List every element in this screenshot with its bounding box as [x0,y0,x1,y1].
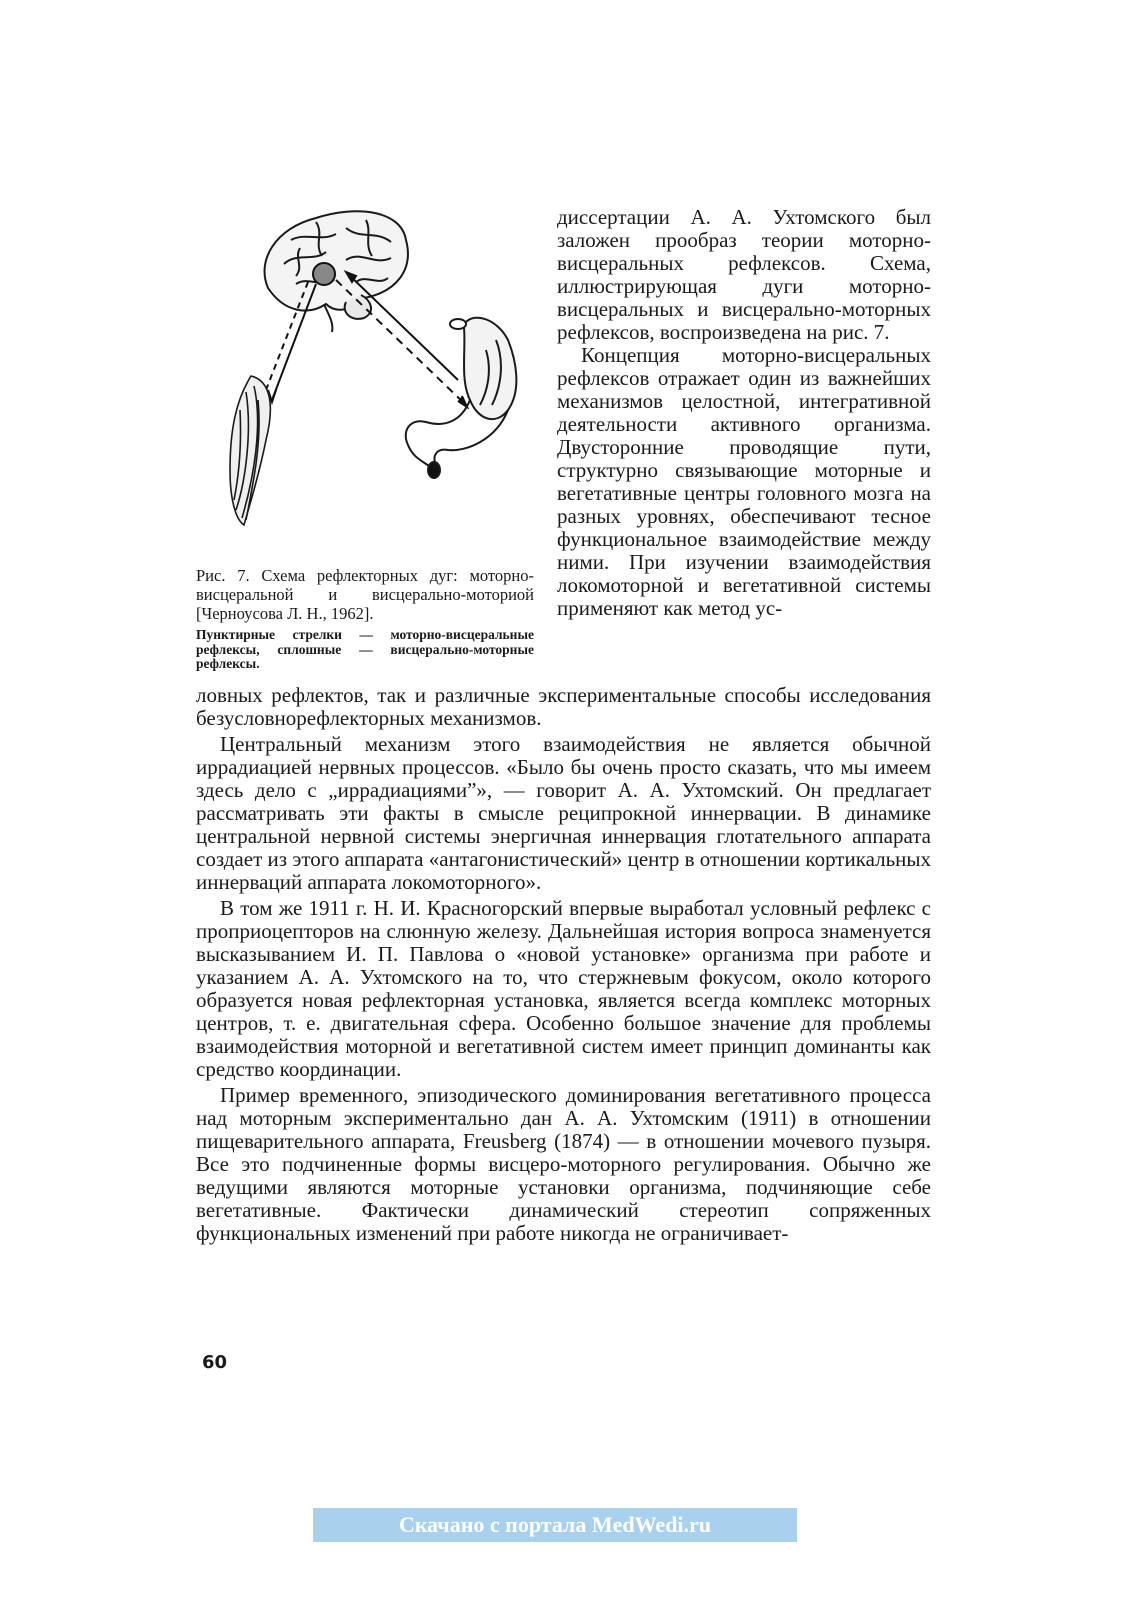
paragraph: Пример временного, эпизодического доминирования вегетативного процесса над моторным экспериментально дан А. А. Ухтомским (1911) в отношении пищеварительного аппарата, Freusberg (1874) — в отношении мочевого пузыря. Все это подчиненные формы висцеро-моторного регулирования. Обычно же ведущими являются моторные установки организма, подчиняющие себе вегетативные. Фактически динамический стереотип сопряженных функциональных изменений при работе никогда не ограничивает- [196,1083,931,1245]
watermark-banner: Скачано с портала MedWedi.ru [313,1508,797,1542]
caption-note: Пунктирные стрелки — моторно-висцеральные рефлексы, сплошные — висцерально-моторные рефлексы. [196,627,534,671]
caption-text: Рис. 7. Схема рефлекторных дуг: моторно-висцеральной и висцерально-моториой [Черноусова Л. Н., 1962]. [196,566,534,623]
brain-drawing [265,211,408,332]
wide-text-column [196,684,931,1245]
reflex-arc-diagram [196,200,546,545]
paragraph: В том же 1911 г. Н. И. Красногорский впервые выработал условный рефлекс с проприоцепторов на слюнную железу. Дальнейшая история вопроса знаменуется высказыванием И. П. Павлова о «новой установке» организма при работе и указанием А. А. Ухтомского на то, что стержневым фокусом, около которого образуется новая рефлекторная установка, является всегда комплекс моторных центров, т. е. двигательная сфера. Особенно большое значение для проблемы взаимодействия моторной и вегетативной систем имеет принцип доминанты как средство координации. [196,896,931,1081]
figure-reflex-arcs [196,200,546,545]
paragraph: Концепция моторно-висцеральных рефлексов отражает один из важнейших механизмов целостной, интегративной деятельности активного организма. Двусторонние проводящие пути, структурно связывающие моторные и вегетативные центры головного мозга на разных уровнях, обеспечивают тесное функциональное взаимодействие между ними. При изучении взаимодействия локомоторной и вегетативной системы применяют как метод ус- [557,343,931,620]
muscle-drawing [230,376,270,525]
paragraph: ловных рефлектов, так и различные экспериментальные способы исследования безусловнорефлекторных механизмов. [196,683,931,730]
page-number: 60 [202,1352,228,1373]
reflex-center-circle [313,263,335,285]
narrow-text-column [557,206,931,620]
paragraph: диссертации А. А. Ухтомского был заложен прообраз теории моторно-висцеральных рефлексов. Схема, иллюстрирующая дуги моторно-висцеральных и висцерально-моторных рефлексов, воспроизведена на рис. 7. [557,205,931,344]
paragraph: Центральный механизм этого взаимодействия не является обычной иррадиацией нервных процессов. «Было бы очень просто сказать, что мы имеем здесь дело с „иррадиациями”», — говорит А. А. Ухтомский. Он предлагает рассматривать эти факты в смысле реципрокной иннервации. В динамике центральной нервной системы энергичная иннервация глотательного аппарата создает из этого аппарата «антагонистический» центр в отношении кортикальных иннерваций аппарата локомоторного». [196,732,931,894]
figure-caption [196,566,534,672]
